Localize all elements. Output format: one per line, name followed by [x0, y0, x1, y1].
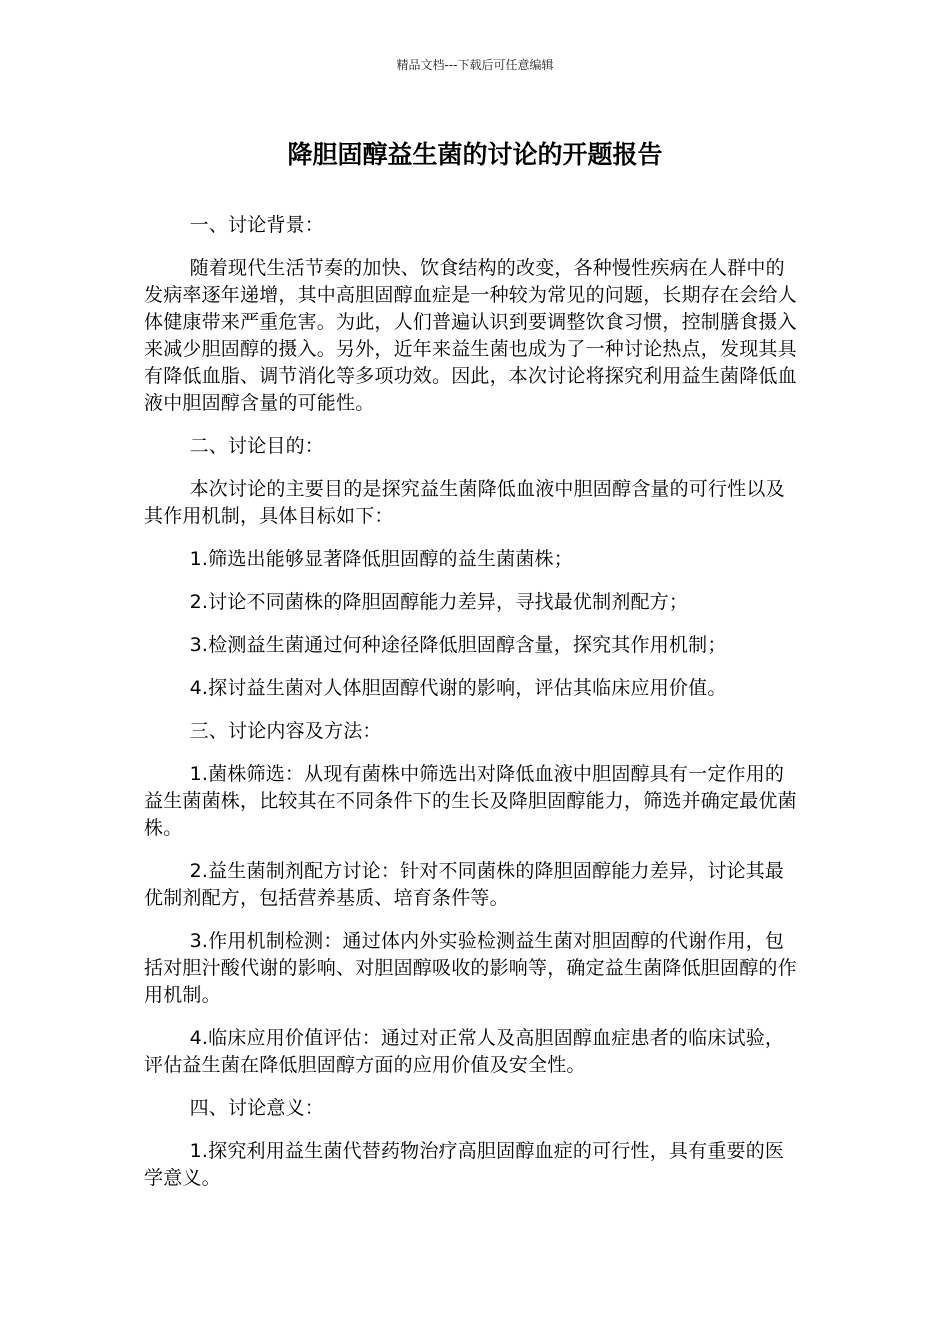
document-title: 降胆固醇益生菌的讨论的开题报告	[287, 140, 663, 169]
methods-item: 2.益生菌制剂配方讨论：针对不同菌株的降胆固醇能力差异，讨论其最优制剂配方，包括营养基质、培育条件等。	[144, 860, 785, 909]
significance-item: 1.探究利用益生菌代替药物治疗高胆固醇血症的可行性，具有重要的医学意义。	[144, 1140, 785, 1189]
section-heading-background: 一、讨论背景：	[189, 214, 324, 236]
section-heading-significance: 四、讨论意义：	[189, 1097, 324, 1119]
background-paragraph: 随着现代生活节奏的加快、饮食结构的改变，各种慢性疾病在人群中的发病率逐年递增，其中高胆固醇血症是一种较为常见的问题，长期存在会给人体健康带来严重危害。为此，人们普遍认识到要调整饮食习惯，控制膳食摄入来减少胆固醇的摄入。另外，近年来益生菌也成为了一种讨论热点，发现其具有降低血脂、调节消化等多项功效。因此，本次讨论将探究利用益生菌降低血液中胆固醇含量的可能性。	[144, 257, 797, 414]
header-note: 精品文档---下载后可任意编辑	[396, 58, 554, 72]
purpose-intro: 本次讨论的主要目的是探究益生菌降低血液中胆固醇含量的可行性以及其作用机制，具体目标如下：	[144, 478, 785, 527]
purpose-item: 3.检测益生菌通过何种途径降低胆固醇含量，探究其作用机制；	[189, 634, 727, 656]
purpose-item: 2.讨论不同菌株的降胆固醇能力差异，寻找最优制剂配方；	[189, 591, 689, 613]
document-body	[144, 212, 800, 1208]
methods-item: 3.作用机制检测：通过体内外实验检测益生菌对胆固醇的代谢作用，包括对胆汁酸代谢的影响、对胆固醇吸收的影响等，确定益生菌降低胆固醇的作用机制。	[144, 930, 797, 1006]
purpose-item: 1.筛选出能够显著降低胆固醇的益生菌菌株；	[189, 548, 573, 570]
methods-item: 4.临床应用价值评估：通过对正常人及高胆固醇血症患者的临床试验，评估益生菌在降低胆固醇方面的应用价值及安全性。	[144, 1027, 785, 1076]
section-heading-purpose: 二、讨论目的：	[189, 435, 324, 457]
section-heading-methods: 三、讨论内容及方法：	[189, 720, 382, 742]
purpose-item: 4.探讨益生菌对人体胆固醇代谢的影响，评估其临床应用价值。	[189, 677, 727, 699]
methods-item: 1.菌株筛选：从现有菌株中筛选出对降低血液中胆固醇具有一定作用的益生菌菌株，比较其在不同条件下的生长及降胆固醇能力，筛选并确定最优菌株。	[144, 763, 797, 839]
